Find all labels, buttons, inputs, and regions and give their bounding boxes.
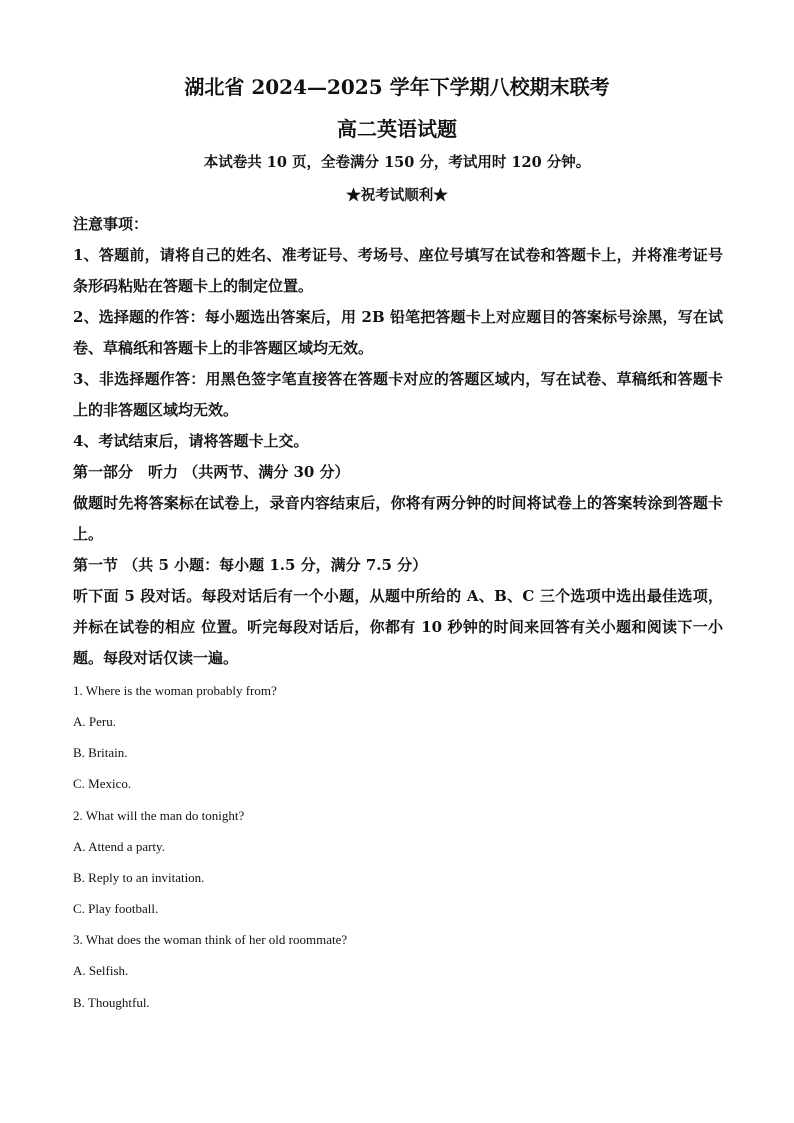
notes-block: [73, 209, 723, 674]
exam-info: 本试卷共 10 页，全卷满分 150 分，考试用时 120 分钟。: [203, 154, 591, 171]
exam-subtitle: 高二英语试题: [337, 117, 457, 141]
question-option: C. Mexico.: [73, 776, 132, 791]
question-option: B. Britain.: [73, 745, 128, 760]
part1-instruction: 做题时先将答案标在试卷上，录音内容结束后，你将有两分钟的时间将试卷上的答案转涂到答题卡上。: [73, 494, 723, 543]
notes-item: 4、考试结束后，请将答题卡上交。: [73, 432, 309, 450]
part1-heading: 第一部分 听力 （共两节、满分 30 分）: [73, 463, 350, 481]
question-stem: 2. What will the man do tonight?: [73, 808, 245, 823]
question-option: A. Selfish.: [73, 963, 129, 978]
section1-heading: 第一节 （共 5 小题：每小题 1.5 分，满分 7.5 分）: [73, 556, 428, 574]
section1-instruction: 听下面 5 段对话。每段对话后有一个小题，从题中所给的 A、B、C 三个选项中选出最佳选项，并标在试卷的相应 位置。听完每段对话后，你都有 10 秒钟的时间来回答有关小题和阅读下一小题。每段对话仅读一遍。: [73, 587, 723, 667]
exam-title: 湖北省 2024—2025 学年下学期八校期末联考: [184, 75, 610, 99]
notes-heading: 注意事项：: [73, 215, 149, 233]
question-stem: 1. Where is the woman probably from?: [73, 683, 277, 698]
blessing-line: ★祝考试顺利★: [346, 187, 448, 204]
question-option: B. Thoughtful.: [73, 995, 150, 1010]
notes-item: 1、答题前，请将自己的姓名、准考证号、考场号、座位号填写在试卷和答题卡上，并将准考证号条形码粘贴在答题卡上的制定位置。: [73, 246, 723, 295]
question-option: B. Reply to an invitation.: [73, 870, 205, 885]
question-option: C. Play football.: [73, 901, 159, 916]
notes-item: 3、非选择题作答：用黑色签字笔直接答在答题卡对应的答题区域内，写在试卷、草稿纸和答题卡上的非答题区域均无效。: [73, 370, 723, 419]
question-option: A. Attend a party.: [73, 839, 165, 854]
question-option: A. Peru.: [73, 714, 116, 729]
question-stem: 3. What does the woman think of her old roommate?: [73, 932, 348, 947]
notes-item: 2、选择题的作答：每小题选出答案后，用 2B 铅笔把答题卡上对应题目的答案标号涂黑，写在试卷、草稿纸和答题卡上的非答题区域均无效。: [73, 308, 723, 357]
